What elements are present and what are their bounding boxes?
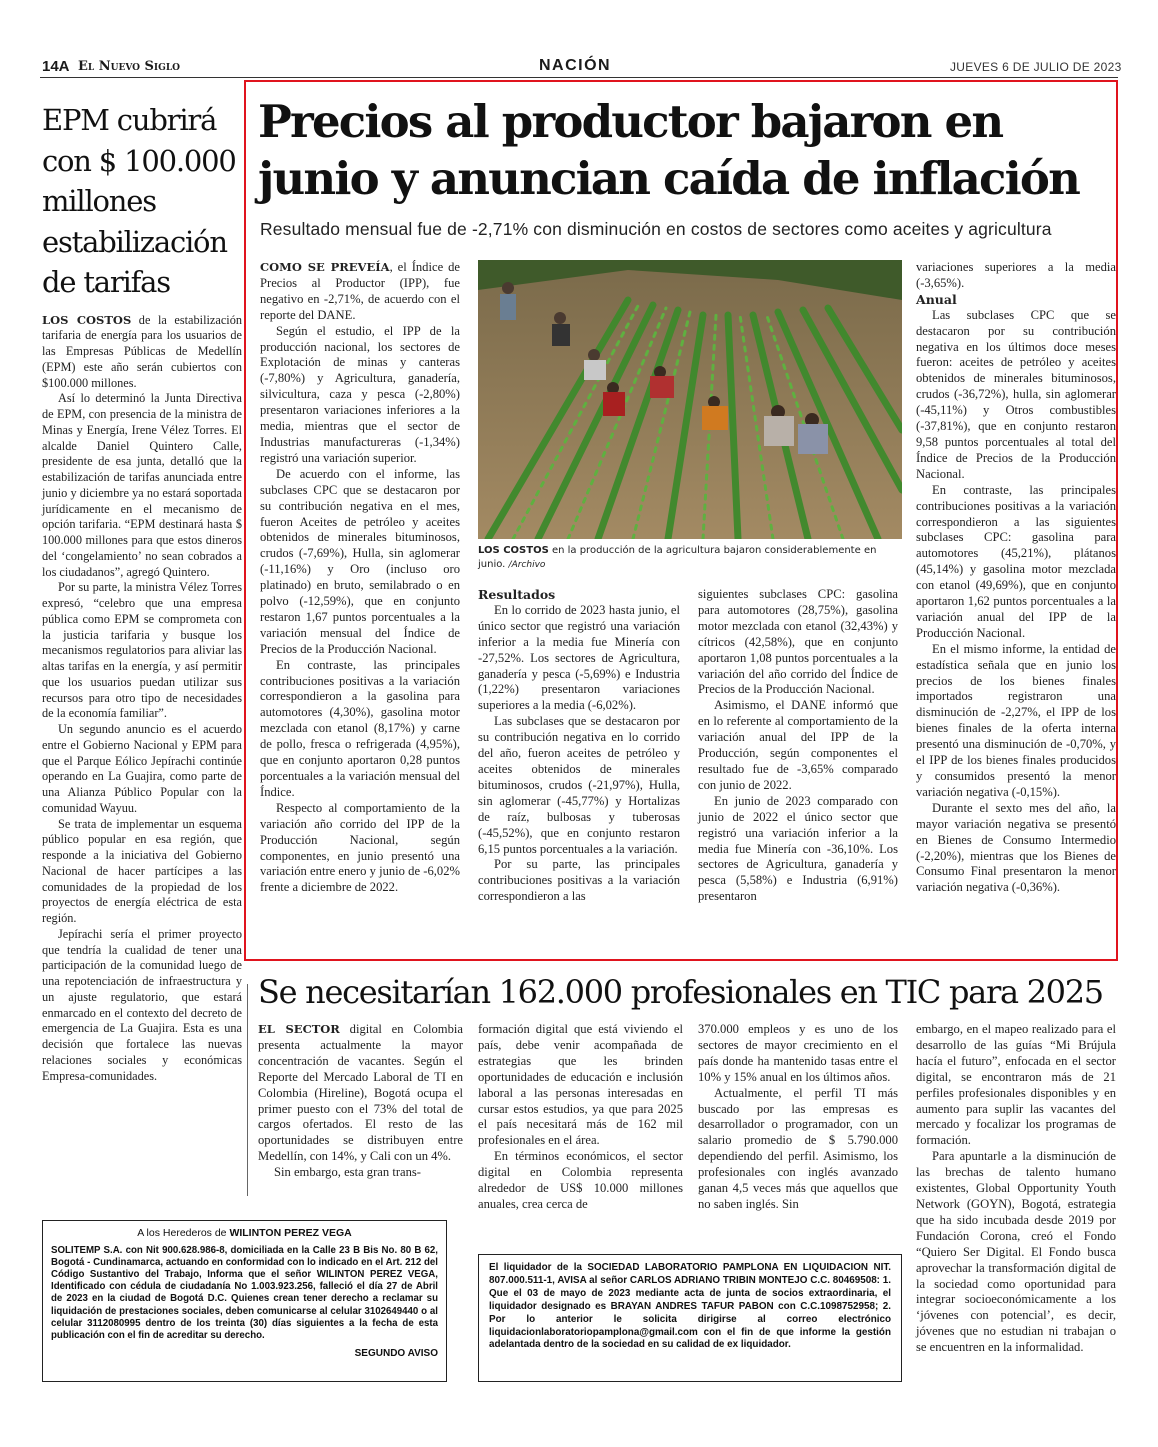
- main-paragraph: En contraste, las principales contribuciones positivas a la variación correspondieron a la gasolina para automotores (4,30%), gasolina motor mezclada con etanol (8,17%) y carne de pollo, fresca o refrigerada (4,95%), que en conjunto aportaron 0,28 puntos porcentuales a la variación mensual del Índice.: [260, 657, 460, 799]
- legal-notice-liquidator: [478, 1254, 902, 1382]
- column-rule-left: [247, 984, 248, 1196]
- notice-text: SOLITEMP S.A. con Nit 900.628.986-8, domiciliada en la Calle 23 B Bis No. 80 B 62, Bogotá - Cundinamarca, actuando en conformidad con lo indicado en el Art. 212 del Código Sustantivo del Trabajo, Informa que el señor WILINTON PEREZ VEGA, Identificado con cédula de ciudadanía No 1.003.923.256, falleció el día 27 de Abril de 2023 en la ciudad de Bogotá D.C. Quienes crean tener derecho a reclamar su liquidación de prestaciones sociales, deben comunicarse al celular 3102649440 o al celular 3112080995 dentro de los treinta (30) días siguientes a la fecha de esta publicación con el fin de acreditar su derecho.: [51, 1244, 438, 1342]
- main-col-2: [478, 587, 680, 905]
- main-paragraph: COMO SE PREVEÍA, el Índice de Precios al Productor (IPP), fue negativo en -2,71%, de acuerdo con el reporte del DANE.: [260, 260, 460, 322]
- left-paragraph: Un segundo anuncio es el acuerdo entre el Gobierno Nacional y EPM para que el Parque Eólico Jepírachi continúe operando en La Guajira, como parte de una Alianza Público Popular con la comunidad Wayuu.: [42, 722, 242, 815]
- main-paragraph: De acuerdo con el informe, las subclases CPC que se destacaron por su contribución negativa en el mes, fueron Aceites de petróleo y aceites obtenidos de minerales bituminosos, crudos (-7,69%), Hulla, sin aglomerar (-11,16%) y Oro (incluso oro platinado) en bruto, semilabrado o en polvo (-12,59%), que en conjunto restaron 1,67 puntos porcentuales a la variación mensual del Índice de Precios de la Producción Nacional.: [260, 466, 460, 656]
- tic-paragraph: embargo, en el mapeo realizado para el desarrollo de las guías “Mi Brújula hacía el futuro”, enfocada en el sector digital, se encontraron más de 21 perfiles profesionales disponibles y en aumento para suplir las vacantes del mercado y focalizar los programas de formación.: [916, 1022, 1116, 1148]
- left-paragraph: Se trata de implementar un esquema público popular en esa región, que responde a la iniciativa del Gobierno Nacional de hacer partícipes a las comunidades de la propiedad de los proyectos de energía eléctrica de esta región.: [42, 816, 242, 925]
- page-number: 14A: [42, 58, 70, 75]
- farm-photo-illustration: [478, 260, 902, 539]
- main-article-title: Precios al productor bajaron en junio y anuncian caída de inflación: [258, 95, 1080, 205]
- main-paragraph: En el mismo informe, la entidad de estadística señala que en junio los precios de los bienes finales importados registraron una disminución de -2,27%, el IPP de los bienes finales de la oferta interna presentó una disminución de -0,70%, y el IPP de los bienes finales producidos y consumidos presentó la menor variación negativa (-0,15%).: [916, 641, 1116, 799]
- main-paragraph: Las subclases CPC que se destacaron por su contribución negativa en los últimos doce meses fueron: aceites de petróleo y aceites obtenidos de minerales bituminosos, crudos (-36,72%), hulla, sin aglomerar (-45,11%) y Otros combustibles (-37,81%), que en conjunto restaron 9,58 puntos porcentuales al total del Índice de Precios de la Producción Nacional.: [916, 307, 1116, 481]
- notice-heading: A los Herederos de WILINTON PEREZ VEGA: [137, 1227, 352, 1239]
- main-paragraph: Por su parte, las principales contribuciones positivas a la variación correspondieron a las: [478, 857, 680, 904]
- results-heading: Resultados: [478, 587, 556, 602]
- tic-paragraph: Actualmente, el perfil TI más buscado por las empresas es desarrollador o programador, con un salario promedio de $ 5.790.000 dependiendo del perfil. Asimismo, los profesionales con inglés avanzado ganan 4,5 veces más que aquellos que no saben inglés. Sin: [698, 1085, 898, 1211]
- main-article-subtitle: Resultado mensual fue de -2,71% con disminución en costos de sectores como aceites y agricultura: [260, 219, 1052, 239]
- left-article-title: EPM cubrirá con $ 100.000 millones estabilización de tarifas: [42, 103, 236, 299]
- section-label: NACIÓN: [539, 57, 612, 74]
- left-paragraph: Así lo determinó la Junta Directiva de EPM, con presencia de la ministra de Minas y Energía, Irene Vélez Torres. El alcalde Daniel Quintero Calle, presidente de esa junta, detalló que la estabilización de tarifas anunciada entre junio y diciembre ya no estará soportada jurídicamente en el mecanismo de opción tarifaria. “EPM destinará hasta $ 100.000 millones para que estos dineros del ‘congelamiento’ no sean cobrados a los ciudadanos”, agregó Quintero.: [42, 391, 242, 579]
- farm-photo: [478, 260, 902, 539]
- main-paragraph: Durante el sexto mes del año, la mayor variación negativa se presentó en Bienes de Consumo Intermedio (-2,20%), mientras que los Bienes de Consumo Final presentaron la menor variación negativa (-0,36%).: [916, 800, 1116, 895]
- main-paragraph: Según el estudio, el IPP de la producción nacional, los sectores de Explotación de minas y canteras (-7,80%) y Agricultura, ganadería, silvicultura, caza y pesca (-2,80%) presentaron variaciones inferiores a la media, mientras que el sector de Industrias manufactureras (-1,34%) registró una variación superior.: [260, 323, 460, 465]
- legal-notice-heirs: [42, 1220, 447, 1382]
- tic-paragraph: 370.000 empleos y es uno de los sectores de mayor crecimiento en el país donde ha mantenido tasas entre el 10% y 15% anual en los últimos años.: [698, 1022, 898, 1084]
- tic-paragraph: Para apuntarle a la disminución de las brechas de talento humano existentes, Global Opportunity Youth Network (GOYN), Bogotá, estrategia que ha sido incubada desde 2019 por Fundación Corona, creó el Fondo “Quiero Ser Digital. El Fondo busca aprovechar la transformación digital de la sociedad como oportunidad para integrar socioeconómicamente a los ‘jóvenes con potencial’, es decir, jóvenes que no estudian ni trabajan o se encuentren en la informalidad.: [916, 1149, 1116, 1355]
- main-paragraph: En contraste, las principales contribuciones positivas a la variación correspondieron a las siguientes subclases CPC: gasolina para automotores (45,21%), plátanos (45,14%) y gasolina motor mezclada con etanol (49,69%), que en conjunto aportaron 1,62 puntos porcentuales a la variación anual del IPP de la Producción Nacional.: [916, 482, 1116, 640]
- main-paragraph: siguientes subclases CPC: gasolina para automotores (28,75%), gasolina motor mezclada con etanol (32,43%) y cítricos (42,58%), que en conjunto aportaron 1,08 puntos porcentuales a la variación del año corrido del Índice de Precios de la Producción Nacional.: [698, 587, 898, 697]
- left-paragraph: Por su parte, la ministra Vélez Torres expresó, “celebro que una empresa pública como EPM se comprometa con la justicia tarifaria y busque los mecanismos regulatorios para aliviar las altas tarifas en la energía, y así permitir que los usuarios puedan utilizar sus recursos para otro tipo de necesidades de la economía familiar”.: [42, 580, 242, 721]
- left-paragraph: LOS COSTOS de la estabilización tarifaria de energía para los usuarios de las Empresas Públicas de Medellín (EPM) este año serán cubiertos con $100.000 millones.: [42, 312, 242, 390]
- tic-col-1: [258, 1022, 463, 1181]
- left-article: [42, 100, 242, 1084]
- tic-article-title: Se necesitarían 162.000 profesionales en TIC para 2025: [258, 973, 1103, 1011]
- tic-col-3: [698, 1022, 898, 1213]
- tic-paragraph: EL SECTOR digital en Colombia presenta actualmente la mayor concentración de vacantes. Según el Reporte del Mercado Laboral de TI en Colombia (Hireline), Bogotá ocupa el primer puesto con el 73% del total de cargos ofertados. El resto de las oportunidades se distribuyen entre Medellín, con 14%, y Cali con un 4%.: [258, 1022, 463, 1164]
- notice-text: El liquidador de la SOCIEDAD LABORATORIO PAMPLONA EN LIQUIDACION NIT. 807.000.511-1, AVISA al señor CARLOS ADRIANO TRIBIN MONTEJO C.C. 80469508: 1. Que el 03 de mayo de 2023 mediante acta de junta de socios extraordinaria, el liquidador designado es BRAYAN ANDRES TAFUR PABON con C.C.1098752958; 2. Por lo anterior le solicita dirigirse al correo electrónico liquidacionlaboratoriopamplona@gmail.com con el fin de que informe la gestión adelantada dentro de la sociedad en su calidad de ex liquidador.: [489, 1262, 891, 1351]
- left-article-body: [42, 313, 242, 1085]
- main-col-3: [698, 587, 898, 905]
- tic-paragraph: formación digital que está viviendo el país, debe venir acompañada de estrategias que les brinden oportunidades de educación e inclusión laboral a las personas interesadas en cursar estos estudios, ya que para 2025 el país necesitará más de 162 mil profesionales en el área.: [478, 1022, 683, 1148]
- left-paragraph: Jepírachi sería el primer proyecto que tendría la cualidad de tener una participación de la comunidad luego de una repotenciación de infraestructura y un ajuste regulatorio, que estará enmarcado en el contexto del decreto de emergencia de La Guajira. Esta es una decisión que fortalece las nuevas relaciones sociales y económicas Empresa-comunidades.: [42, 926, 242, 1083]
- main-paragraph: En lo corrido de 2023 hasta junio, el único sector que registró una variación inferior a la media fue Minería con -27,52%. Los sectores de Agricultura, ganadería y pesca (-5,69%) e Industria (1,22%) presentaron variaciones superiores a la media (-6,02%).: [478, 602, 680, 713]
- main-paragraph: Las subclases que se destacaron por su contribución negativa en lo corrido del año, fueron aceites de petróleo y aceites obtenidos de minerales bituminosos, crudos (-21,97%), Hulla, sin aglomerar (-45,77%) y Hortalizas de raíz, bulbosas y tuberosas (-45,52%), que en conjunto restaron 6,15 puntos porcentuales a la variación.: [478, 714, 680, 856]
- main-paragraph: Asimismo, el DANE informó que en lo referente al comportamiento de la variación anual del IPP de la Producción, según componentes el resultado fue de -3,65% comparado con junio de 2022.: [698, 698, 898, 792]
- main-col-1: [260, 260, 460, 896]
- photo-caption: LOS COSTOS en la producción de la agricultura bajaron considerablemente en junio. /Archivo: [478, 545, 877, 570]
- notice-footer: SEGUNDO AVISO: [354, 1348, 438, 1360]
- page-date: JUEVES 6 DE JULIO DE 2023: [950, 60, 1122, 74]
- main-paragraph: Respecto al comportamiento de la variación año corrido del IPP de la Producción Nacional, según componentes, en junio presentó una variación entre enero y junio de -6,02% frente a diciembre de 2022.: [260, 800, 460, 895]
- annual-heading: Anual: [916, 291, 957, 307]
- tic-paragraph: En términos económicos, el sector digital en Colombia representa alrededor de US$ 10.000 millones anuales, crea cerca de: [478, 1149, 683, 1211]
- tic-col-2: [478, 1022, 683, 1213]
- masthead-name: El Nuevo Siglo: [78, 59, 180, 74]
- main-paragraph: variaciones superiores a la media (-3,65%).: [916, 260, 1116, 290]
- main-paragraph: En junio de 2023 comparado con junio de 2022 el único sector que registró una variación inferior a la media fue Minería con -36,10%. Los sectores de Agricultura, ganadería y pesca (5,58%) e Industria (6,91%) presentaron: [698, 793, 898, 904]
- tic-col-4: [916, 1022, 1116, 1356]
- main-col-4: [916, 260, 1116, 896]
- header-rule: [40, 77, 1118, 78]
- tic-paragraph: Sin embargo, esta gran trans-: [274, 1165, 422, 1180]
